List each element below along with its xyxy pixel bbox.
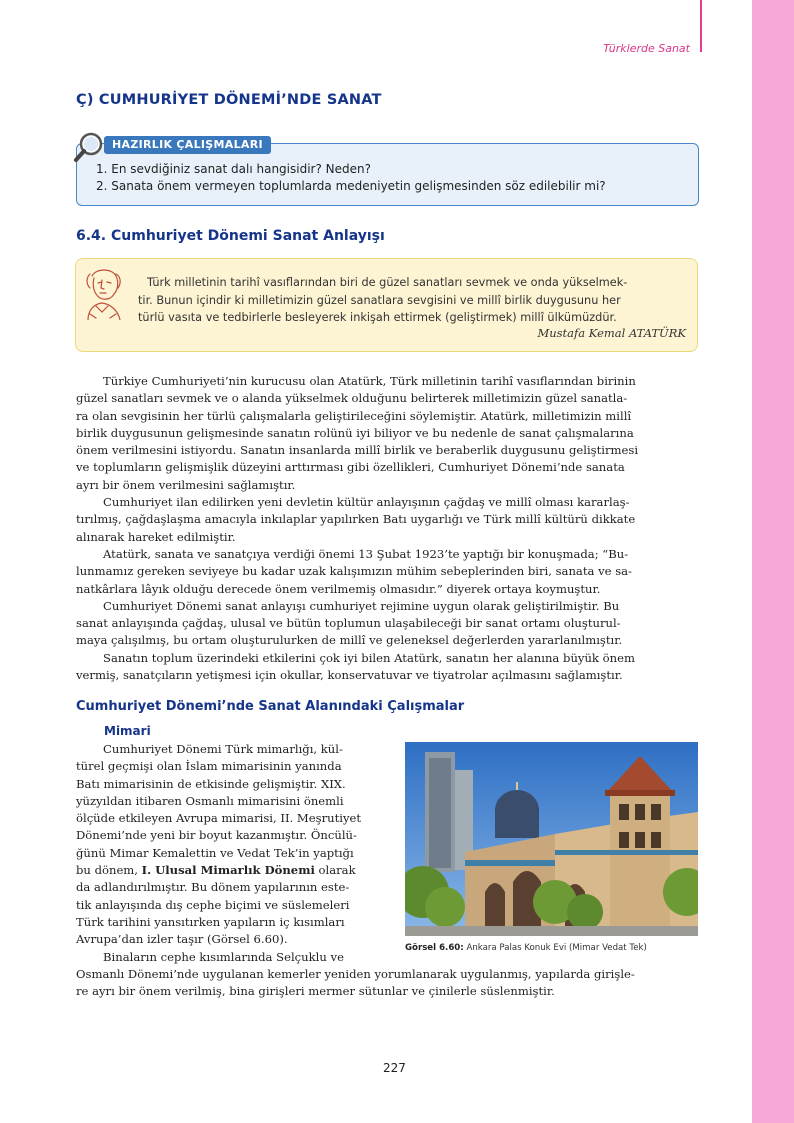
text-line: tırılmış, çağdaşlaşma amacıyla inkılaplar yapılırken Batı uygarlığı ve Türk millî kültürü dikkate bbox=[76, 512, 636, 527]
text-line: önem verilmesini istiyordu. Sanatın insanlarda millî birlik ve beraberlik duygusunu geliştirmesi bbox=[76, 443, 639, 458]
section-title: Ç) CUMHURİYET DÖNEMİ’NDE SANAT bbox=[76, 92, 382, 108]
text-line: Cumhuriyet ilan edilirken yeni devletin kültür anlayışının çağdaş ve millî olması kararlaş- bbox=[103, 495, 630, 510]
text-line: vermiş, sanatçıların yetişmesi için okullar, konservatuvar ve tiyatrolar açılmasını sağlamıştır. bbox=[76, 668, 623, 683]
text-line: ve toplumların gelişmişlik düzeyini arttırması gibi özellikleri, Cumhuriyet Dönemi’nde sanata bbox=[76, 460, 625, 475]
text-line: Batı mimarisinin de etkisinde gelişmiştir. XIX. bbox=[76, 776, 346, 791]
works-section-title: Cumhuriyet Dönemi’nde Sanat Alanındaki Çalışmalar bbox=[76, 699, 465, 714]
quote-author: Mustafa Kemal ATATÜRK bbox=[537, 326, 686, 340]
text-line: güzel sanatları sevmek ve o alanda yükselmek olduğunu belirterek milletimizin güzel sanatla- bbox=[76, 391, 628, 406]
text-fragment: olarak bbox=[314, 863, 356, 878]
text-line: natkârlara lâyık olduğu derecede önem verilmemiş olmasıdır.” diyerek ortaya koymuştur. bbox=[76, 581, 601, 596]
text-line: da adlandırılmıştır. Bu dönem yapılarının este- bbox=[76, 880, 350, 895]
architecture-text-continued bbox=[76, 966, 698, 1001]
text-line: Türkiye Cumhuriyeti’nin kurucusu olan Atatürk, Türk milletinin tarihî vasıflarından birinin bbox=[103, 374, 636, 388]
text-line: Atatürk, sanata ve sanatçıya verdiği önemi 13 Şubat 1923’te yaptığı bir konuşmada; “Bu- bbox=[103, 546, 629, 561]
text-line: tik anlayışında dış cephe biçimi ve süslemeleri bbox=[76, 897, 350, 912]
subsection-title: 6.4. Cumhuriyet Dönemi Sanat Anlayışı bbox=[76, 228, 385, 244]
quote-line: tir. Bunun içindir ki milletimizin güzel sanatlara sevgisini ve millî birlik duygusunu her bbox=[138, 293, 621, 307]
figure-caption bbox=[405, 943, 647, 953]
text-line: Sanatın toplum üzerindeki etkilerini çok iyi bilen Atatürk, sanatın her alanına büyük önem bbox=[103, 650, 635, 665]
paragraph bbox=[76, 598, 698, 650]
figure-caption-text: Ankara Palas Konuk Evi (Mimar Vedat Tek) bbox=[463, 943, 647, 953]
text-line: Cumhuriyet Dönemi Türk mimarlığı, kül- bbox=[103, 742, 343, 756]
preparation-item-1: 1. En sevdiğiniz sanat dalı hangisidir? Neden? bbox=[96, 162, 371, 176]
preparation-label: HAZIRLIK ÇALIŞMALARI bbox=[104, 136, 271, 154]
ankara-palas-photo bbox=[405, 742, 698, 936]
ataturk-portrait-icon bbox=[76, 264, 128, 320]
text-line: ayrı bir önem verilmesini sağlamıştır. bbox=[76, 477, 296, 492]
preparation-item-2: 2. Sanata önem vermeyen toplumlarda medeniyetin gelişmesinden söz edilebilir mi? bbox=[96, 179, 606, 193]
text-line: Osmanlı Dönemi’nde uygulanan kemerler yeniden yorumlanarak uygulanmış, yapılarda girişle- bbox=[76, 967, 635, 981]
text-line: yüzyıldan itibaren Osmanlı mimarisini önemli bbox=[76, 793, 344, 808]
text-line: alınarak hareket edilmiştir. bbox=[76, 529, 236, 544]
text-fragment: bu dönem, bbox=[76, 863, 142, 878]
paragraph bbox=[76, 650, 698, 685]
architecture-title: Mimari bbox=[104, 724, 151, 738]
text-line: Binaların cephe kısımlarında Selçuklu ve bbox=[103, 949, 344, 964]
text-line bbox=[76, 862, 390, 879]
paragraph bbox=[76, 546, 698, 598]
text-line: re ayrı bir önem verilmiş, bina girişleri mermer sütunlar ve çinilerle süslenmiştir. bbox=[76, 984, 555, 999]
bold-term: I. Ulusal Mimarlık Dönemi bbox=[141, 863, 315, 878]
text-line: birlik duygusunun gelişmesinde sanatın rolünü iyi biliyor ve bu nedenle de sanat çalışmalarına bbox=[76, 425, 634, 440]
figure-label: Görsel 6.60: bbox=[405, 943, 464, 953]
text-line: Türk tarihini yansıtırken yapıların iç kısımları bbox=[76, 914, 345, 929]
text-line: ğünü Mimar Kemalettin ve Vedat Tek’in yaptığı bbox=[76, 845, 354, 860]
page-number: 227 bbox=[383, 1061, 406, 1075]
text-line: Avrupa’dan izler taşır (Görsel 6.60). bbox=[76, 932, 288, 947]
text-line: Cumhuriyet Dönemi sanat anlayışı cumhuriyet rejimine uygun olarak geliştirilmiştir. Bu bbox=[103, 598, 620, 613]
architecture-text bbox=[76, 741, 390, 966]
text-line: ölçüde etkileyen Avrupa mimarisi, II. Meşrutiyet bbox=[76, 811, 362, 826]
text-line: Dönemi’nde yeni bir boyut kazanmıştır. Öncülü- bbox=[76, 828, 357, 843]
preparation-list bbox=[96, 161, 606, 195]
paragraph bbox=[76, 373, 698, 494]
text-line: lunmamız gereken seviyeye bu kadar uzak kalışımızın mühim sebeplerinden biri, sanata ve sa- bbox=[76, 564, 632, 579]
text-line: ra olan sevgisinin her türlü çalışmalarla geliştirileceğini söylemiştir. Atatürk, milletimizin millî bbox=[76, 408, 632, 423]
text-line: maya çalışılmış, bu ortam oluşturulurken de millî ve geleneksel değerlerden yararlanılmıştır. bbox=[76, 633, 623, 648]
running-head: Türklerde Sanat bbox=[603, 42, 690, 55]
quote-line: türlü vasıta ve tedbirlerle besleyerek inkişah ettirmek (geliştirmek) millî ülkümüzdür. bbox=[138, 311, 617, 324]
text-line: türel geçmişi olan İslam mimarisinin yanında bbox=[76, 759, 342, 774]
paragraph bbox=[76, 494, 698, 546]
header-rule bbox=[700, 0, 702, 52]
quote-line: Türk milletinin tarihî vasıflarından biri de güzel sanatları sevmek ve onda yükselmek- bbox=[147, 276, 628, 289]
side-color-band bbox=[752, 0, 794, 1123]
body-text bbox=[76, 373, 698, 684]
text-line: sanat anlayışında çağdaş, ulusal ve bütün toplumun ulaşabileceği bir sanat ortamı oluşturul- bbox=[76, 616, 621, 631]
quote-text bbox=[138, 274, 686, 327]
